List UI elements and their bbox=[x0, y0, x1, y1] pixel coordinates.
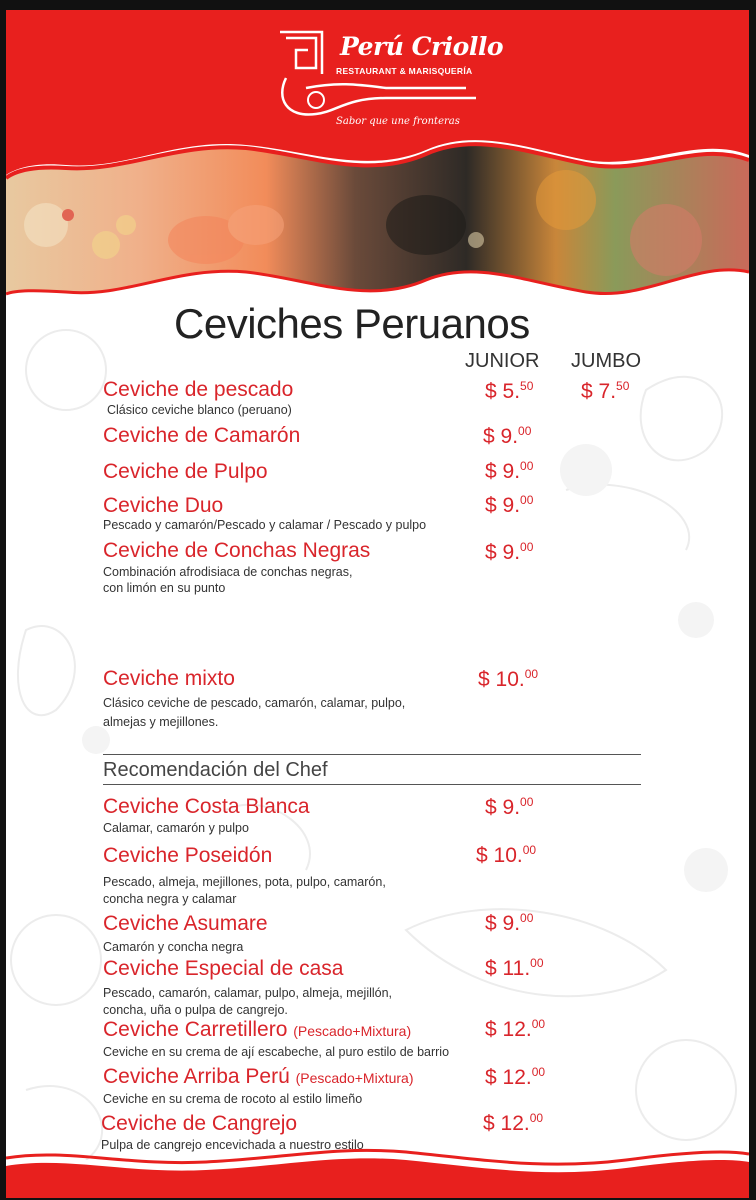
divider bbox=[103, 754, 641, 755]
item-description: Calamar, camarón y pulpo bbox=[103, 821, 249, 835]
item-description: Combinación afrodisiaca de conchas negras, bbox=[103, 565, 353, 579]
item-name: Ceviche de Conchas Negras bbox=[103, 539, 371, 562]
item-description: Pescado, almeja, mejillones, pota, pulpo, camarón, bbox=[103, 875, 386, 889]
item-name: Ceviche Arriba Perú (Pescado+Mixtura) bbox=[103, 1065, 414, 1088]
item-description: concha, uña o pulpa de cangrejo. bbox=[103, 1003, 288, 1017]
item-price: $ 12.00 bbox=[485, 1017, 546, 1041]
item-name: Ceviche de Pulpo bbox=[103, 460, 268, 483]
page-title: Ceviches Peruanos bbox=[174, 300, 530, 347]
item-description: Pescado, camarón, calamar, pulpo, almeja, mejillón, bbox=[103, 986, 393, 1000]
divider bbox=[103, 784, 641, 785]
brand-subtitle: RESTAURANT & MARISQUERÍA bbox=[336, 66, 473, 76]
item-description: Pulpa de cangrejo encevichada a nuestro estilo bbox=[101, 1138, 364, 1152]
item-description: Clásico ceviche de pescado, camarón, calamar, pulpo, bbox=[103, 696, 406, 710]
item-name: Ceviche Asumare bbox=[103, 912, 268, 935]
brand-tagline: Sabor que une fronteras bbox=[336, 116, 460, 127]
item-price: $ 9.00 bbox=[485, 493, 534, 517]
item-name: Ceviche Poseidón bbox=[103, 844, 273, 867]
item-name: Ceviche Especial de casa bbox=[103, 957, 344, 980]
column-jumbo: JUMBO bbox=[571, 350, 641, 372]
item-name: Ceviche mixto bbox=[103, 667, 235, 690]
item-name: Ceviche de Cangrejo bbox=[101, 1112, 298, 1135]
price-junior: $ 5.50 bbox=[485, 379, 534, 403]
item-price: $ 10.00 bbox=[476, 843, 537, 867]
item-price: $ 9.00 bbox=[485, 459, 534, 483]
item-description: almejas y mejillones. bbox=[103, 715, 219, 729]
brand-logo bbox=[276, 18, 503, 138]
item-name: Ceviche de pescado bbox=[103, 378, 294, 401]
brand-name: Perú Criollo bbox=[340, 32, 503, 61]
item-description: con limón en su punto bbox=[103, 581, 226, 595]
item-price: $ 9.00 bbox=[485, 795, 534, 819]
item-price: $ 9.00 bbox=[485, 911, 534, 935]
column-junior: JUNIOR bbox=[465, 350, 540, 372]
price-jumbo: $ 7.50 bbox=[581, 379, 630, 403]
item-price: $ 10.00 bbox=[478, 667, 539, 691]
item-name: Ceviche de Camarón bbox=[103, 424, 301, 447]
item-price: $ 11.00 bbox=[485, 956, 544, 980]
item-description: Ceviche en su crema de rocoto al estilo limeño bbox=[103, 1092, 363, 1106]
item-price: $ 9.00 bbox=[485, 540, 534, 564]
menu-page bbox=[6, 10, 749, 1198]
item-description: concha negra y calamar bbox=[103, 892, 237, 906]
item-price: $ 12.00 bbox=[485, 1065, 546, 1089]
section-title: Recomendación del Chef bbox=[103, 759, 328, 781]
footer-wave bbox=[6, 1148, 749, 1198]
item-price: $ 12.00 bbox=[483, 1111, 544, 1135]
item-name: Ceviche Costa Blanca bbox=[103, 795, 310, 818]
item-description: Ceviche en su crema de ají escabeche, al puro estilo de barrio bbox=[103, 1045, 450, 1059]
item-description: Pescado y camarón/Pescado y calamar / Pescado y pulpo bbox=[103, 518, 427, 532]
item-price: $ 9.00 bbox=[483, 424, 532, 448]
item-description: Camarón y concha negra bbox=[103, 940, 244, 954]
item-description: Clásico ceviche blanco (peruano) bbox=[107, 403, 292, 417]
item-name: Ceviche Carretillero (Pescado+Mixtura) bbox=[103, 1018, 412, 1041]
item-name: Ceviche Duo bbox=[103, 494, 224, 517]
